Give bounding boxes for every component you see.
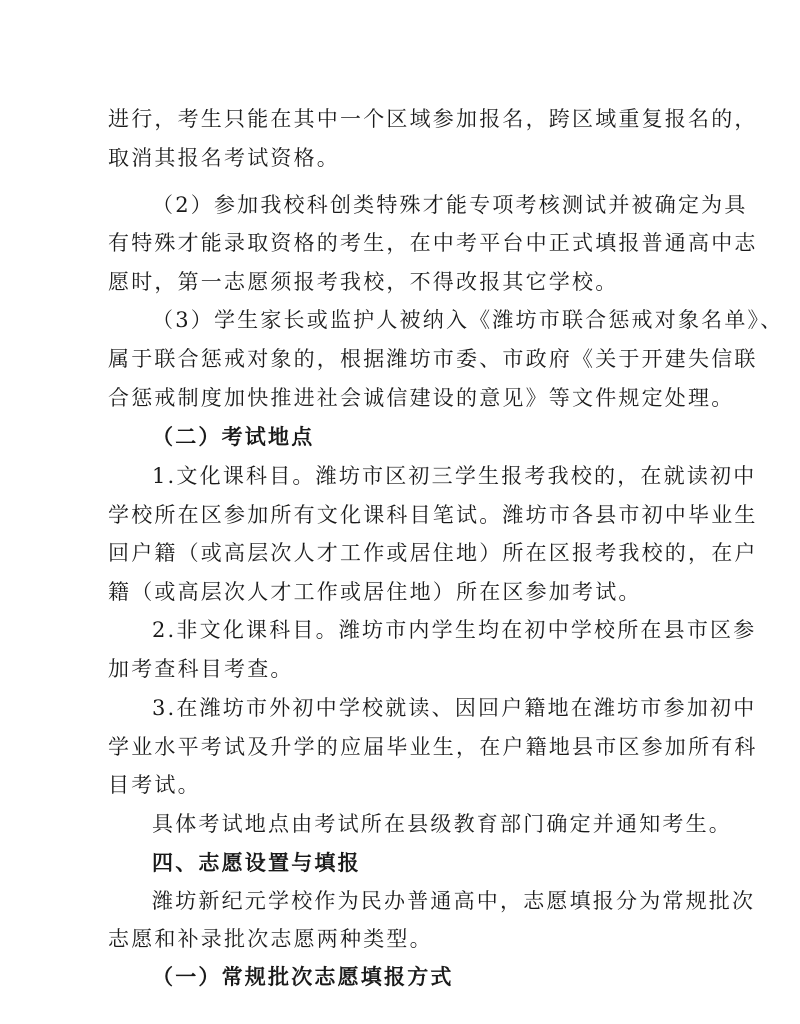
section-heading: （二）考试地点	[152, 425, 315, 449]
paragraph-line: 2.非文化课科目。潍坊市内学生均在初中学校所在县市区参	[152, 618, 757, 642]
section-heading: （一）常规批次志愿填报方式	[152, 965, 454, 989]
paragraph-line: 有特殊才能录取资格的考生，在中考平台中正式填报普通高中志	[108, 231, 758, 255]
paragraph-line: 潍坊新纪元学校作为民办普通高中，志愿填报分为常规批次	[152, 889, 756, 913]
paragraph-line: 学校所在区参加所有文化课科目笔试。潍坊市各县市初中毕业生	[108, 503, 758, 527]
paragraph-line: 籍（或高层次人才工作或居住地）所在区参加考试。	[108, 580, 642, 604]
paragraph-line: 进行，考生只能在其中一个区域参加报名，跨区域重复报名的，	[108, 107, 758, 131]
paragraph-line: 回户籍（或高层次人才工作或居住地）所在区报考我校的，在户	[108, 541, 758, 565]
paragraph-line: 1.文化课科目。潍坊市区初三学生报考我校的，在就读初中	[152, 464, 757, 488]
paragraph-line: 属于联合惩戒对象的，根据潍坊市委、市政府《关于开建失信联	[108, 347, 758, 371]
paragraph-line: 加考查科目考查。	[108, 657, 294, 681]
paragraph-line: （2）参加我校科创类特殊才能专项考核测试并被确定为具	[152, 193, 748, 217]
paragraph-line: 志愿和补录批次志愿两种类型。	[108, 927, 433, 951]
paragraph-line: 学业水平考试及升学的应届毕业生，在户籍地县市区参加所有科	[108, 735, 758, 759]
paragraph-line: 具体考试地点由考试所在县级教育部门确定并通知考生。	[152, 812, 732, 836]
paragraph-line: （3）学生家长或监护人被纳入《潍坊市联合惩戒对象名单》、	[152, 308, 784, 332]
paragraph-line: 合惩戒制度加快推进社会诚信建设的意见》等文件规定处理。	[108, 386, 735, 410]
paragraph-line: 目考试。	[108, 773, 201, 797]
paragraph-line: 3.在潍坊市外初中学校就读、因回户籍地在潍坊市参加初中	[152, 696, 757, 720]
section-heading: 四、志愿设置与填报	[152, 851, 361, 875]
paragraph-line: 愿时，第一志愿须报考我校，不得改报其它学校。	[108, 270, 619, 294]
paragraph-line: 取消其报名考试资格。	[108, 146, 340, 170]
